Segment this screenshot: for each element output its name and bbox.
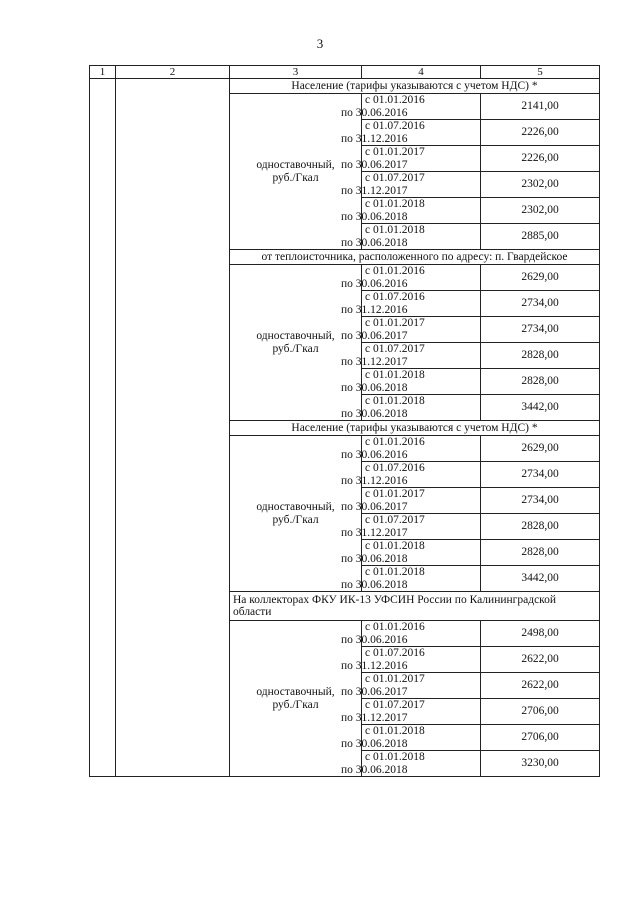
tariff-value: 2734,00 <box>481 317 600 343</box>
tariff-value: 2828,00 <box>481 514 600 540</box>
period-from: с 01.07.2017 <box>365 699 425 711</box>
column-number: 2 <box>116 66 230 79</box>
tariff-value: 2302,00 <box>481 172 600 198</box>
period-cell <box>341 436 481 462</box>
period-to: по 30.06.2018 <box>341 763 408 776</box>
period-to: по 30.06.2018 <box>341 578 408 591</box>
period-from: с 01.01.2018 <box>365 369 425 381</box>
period-from: с 01.01.2018 <box>365 395 425 407</box>
tariff-value: 2141,00 <box>481 94 600 120</box>
tariff-value: 2622,00 <box>481 673 600 699</box>
column-number: 5 <box>481 66 600 79</box>
period-to: по 30.06.2016 <box>341 448 408 461</box>
column-number: 1 <box>90 66 116 79</box>
tariff-value: 3442,00 <box>481 395 600 421</box>
period-cell <box>341 224 481 250</box>
period-cell <box>341 343 481 369</box>
period-to: по 30.06.2017 <box>341 158 408 171</box>
tariff-value: 2828,00 <box>481 343 600 369</box>
page-number: 3 <box>316 36 324 51</box>
period-from: с 01.01.2017 <box>365 488 425 500</box>
tariff-value: 2734,00 <box>481 488 600 514</box>
tariff-value: 2706,00 <box>481 725 600 751</box>
tariff-value: 2828,00 <box>481 369 600 395</box>
tariff-type-line: руб./Гкал <box>272 342 319 355</box>
period-from: с 01.07.2017 <box>365 343 425 355</box>
tariff-type-line: одноставочный, <box>256 330 335 342</box>
period-from: с 01.01.2017 <box>365 673 425 685</box>
tariff-value: 2706,00 <box>481 699 600 725</box>
period-from: с 01.01.2017 <box>365 317 425 329</box>
period-to: по 30.06.2018 <box>341 737 408 750</box>
period-cell <box>341 146 481 172</box>
tariff-value: 2629,00 <box>481 436 600 462</box>
period-to: по 31.12.2016 <box>341 303 408 316</box>
period-cell <box>341 94 481 120</box>
period-cell <box>341 566 481 592</box>
period-cell <box>341 488 481 514</box>
column-number-row <box>90 66 600 79</box>
period-cell <box>341 621 481 647</box>
column-number: 3 <box>230 66 362 79</box>
period-from: с 01.07.2016 <box>365 120 425 132</box>
period-from: с 01.01.2018 <box>365 566 425 578</box>
tariff-value: 2734,00 <box>481 291 600 317</box>
section-title: На коллекторах ФКУ ИК-13 УФСИН России по Калининградской области <box>230 592 600 621</box>
section-title-row <box>90 79 600 94</box>
section-title: Население (тарифы указываются с учетом НДС) * <box>230 421 600 436</box>
period-to: по 31.12.2017 <box>341 526 408 539</box>
period-from: с 01.01.2017 <box>365 146 425 158</box>
tariff-table <box>89 65 600 777</box>
period-from: с 01.01.2018 <box>365 751 425 763</box>
period-cell <box>341 751 481 777</box>
tariff-value: 2302,00 <box>481 198 600 224</box>
period-to: по 30.06.2016 <box>341 633 408 646</box>
period-to: по 31.12.2017 <box>341 184 408 197</box>
period-to: по 30.06.2018 <box>341 210 408 223</box>
period-to: по 30.06.2017 <box>341 329 408 342</box>
tariff-value: 2629,00 <box>481 265 600 291</box>
period-cell <box>341 265 481 291</box>
period-to: по 31.12.2016 <box>341 132 408 145</box>
tariff-type-line: одноставочный, <box>256 159 335 171</box>
period-from: с 01.07.2016 <box>365 291 425 303</box>
period-to: по 30.06.2018 <box>341 552 408 565</box>
period-cell <box>341 172 481 198</box>
period-from: с 01.01.2016 <box>365 265 425 277</box>
period-from: с 01.07.2017 <box>365 514 425 526</box>
tariff-value: 3442,00 <box>481 566 600 592</box>
period-from: с 01.01.2018 <box>365 198 425 210</box>
period-from: с 01.01.2018 <box>365 224 425 236</box>
section-title: от теплоисточника, расположенного по адресу: п. Гвардейское <box>230 250 600 265</box>
period-to: по 30.06.2017 <box>341 500 408 513</box>
period-from: с 01.07.2016 <box>365 462 425 474</box>
period-cell <box>341 540 481 566</box>
tariff-type-line: руб./Гкал <box>272 171 319 184</box>
period-from: с 01.01.2016 <box>365 621 425 633</box>
tariff-value: 2226,00 <box>481 146 600 172</box>
tariff-table-body <box>90 66 600 777</box>
period-from: с 01.07.2017 <box>365 172 425 184</box>
period-cell <box>341 647 481 673</box>
period-to: по 31.12.2016 <box>341 659 408 672</box>
period-to: по 30.06.2016 <box>341 106 408 119</box>
period-cell <box>341 369 481 395</box>
period-cell <box>341 462 481 488</box>
tariff-type-line: руб./Гкал <box>272 513 319 526</box>
tariff-value: 2498,00 <box>481 621 600 647</box>
period-to: по 30.06.2018 <box>341 381 408 394</box>
tariff-value: 3230,00 <box>481 751 600 777</box>
period-cell <box>341 291 481 317</box>
period-from: с 01.07.2016 <box>365 647 425 659</box>
period-to: по 30.06.2017 <box>341 685 408 698</box>
tariff-type-line: руб./Гкал <box>272 698 319 711</box>
period-cell <box>341 317 481 343</box>
period-cell <box>341 725 481 751</box>
period-cell <box>341 673 481 699</box>
tariff-value: 2828,00 <box>481 540 600 566</box>
section-title: Население (тарифы указываются с учетом НДС) * <box>230 79 600 94</box>
period-from: с 01.01.2018 <box>365 540 425 552</box>
column-2-cell <box>116 79 230 777</box>
tariff-value: 2622,00 <box>481 647 600 673</box>
column-number: 4 <box>362 66 481 79</box>
period-cell <box>341 699 481 725</box>
period-from: с 01.01.2016 <box>365 436 425 448</box>
period-cell <box>341 395 481 421</box>
period-to: по 31.12.2017 <box>341 711 408 724</box>
tariff-value: 2226,00 <box>481 120 600 146</box>
tariff-type-line: одноставочный, <box>256 501 335 513</box>
tariff-value: 2734,00 <box>481 462 600 488</box>
period-to: по 31.12.2017 <box>341 355 408 368</box>
period-from: с 01.01.2016 <box>365 94 425 106</box>
tariff-type-line: одноставочный, <box>256 686 335 698</box>
period-to: по 30.06.2018 <box>341 236 408 249</box>
tariff-value: 2885,00 <box>481 224 600 250</box>
period-cell <box>341 120 481 146</box>
period-cell <box>341 198 481 224</box>
period-cell <box>341 514 481 540</box>
period-from: с 01.01.2018 <box>365 725 425 737</box>
column-1-cell <box>90 79 116 777</box>
period-to: по 31.12.2016 <box>341 474 408 487</box>
period-to: по 30.06.2016 <box>341 277 408 290</box>
period-to: по 30.06.2018 <box>341 407 408 420</box>
